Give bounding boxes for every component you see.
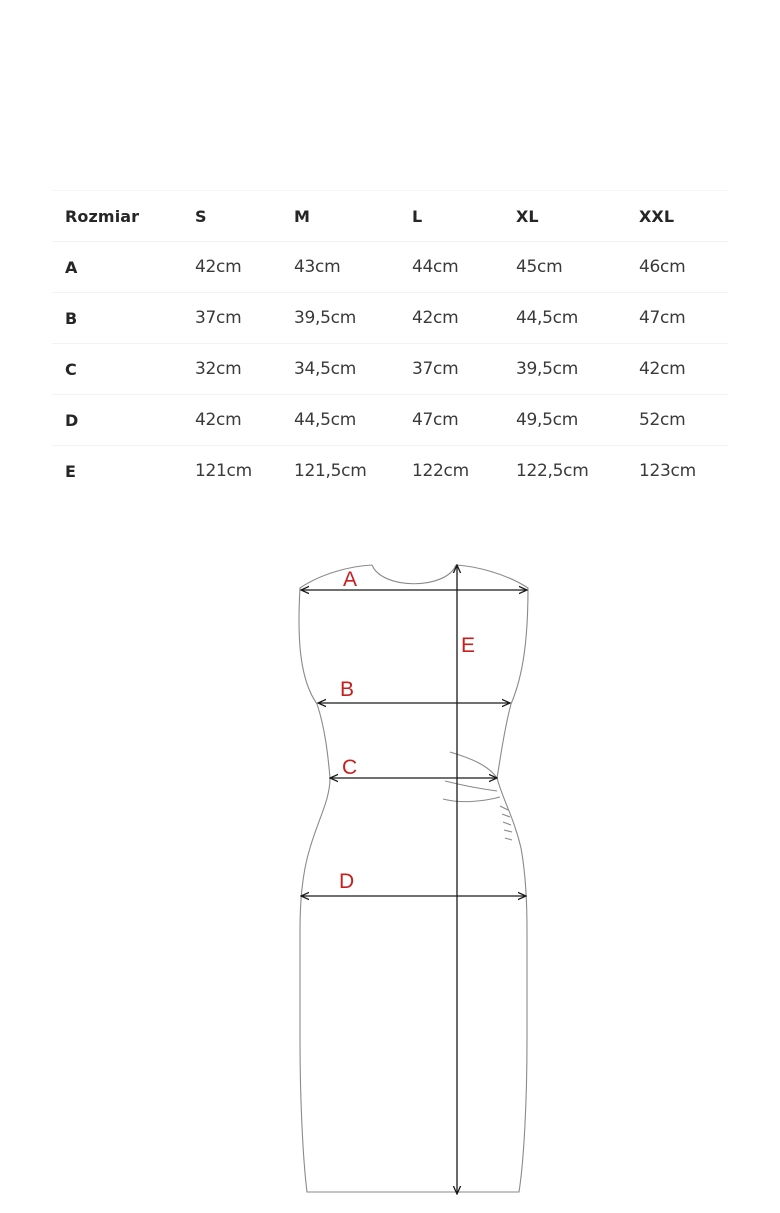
header-size-xxl: XXL [626,191,728,242]
table-cell: 39,5cm [281,293,399,344]
row-label: D [52,395,182,446]
label-a: A [343,568,358,591]
table-row [52,395,728,446]
row-label: A [52,242,182,293]
table-cell: 45cm [503,242,626,293]
table-cell: 42cm [626,344,728,395]
table-cell: 47cm [626,293,728,344]
neckline [372,565,456,584]
table-cell: 42cm [182,395,281,446]
table-cell: 39,5cm [503,344,626,395]
table-row [52,242,728,293]
table-cell: 34,5cm [281,344,399,395]
waist-drape-line [450,752,497,778]
header-size-label: Rozmiar [52,191,182,242]
label-e: E [461,634,476,657]
header-size-xl: XL [503,191,626,242]
table-cell: 46cm [626,242,728,293]
gather-marks [500,806,512,840]
table-cell: 52cm [626,395,728,446]
table-cell: 32cm [182,344,281,395]
table-cell: 43cm [281,242,399,293]
table-cell: 121cm [195,461,252,481]
table-cell: 121,5cm [294,461,367,481]
table-cell: 44cm [399,242,503,293]
label-b: B [340,678,355,701]
header-size-m: M [281,191,399,242]
table-cell: 122,5cm [516,461,589,481]
table-cell: 123cm [639,461,696,481]
label-c: C [342,756,358,779]
row-label: B [52,293,182,344]
skirt-drape-line [443,797,500,802]
table-cell: 47cm [399,395,503,446]
row-label: C [52,344,182,395]
header-size-l: L [399,191,503,242]
table-cell: 49,5cm [503,395,626,446]
row-label: E [65,461,76,481]
table-cell: 122cm [412,461,469,481]
measurement-arrows [301,565,527,1194]
table-row [52,293,728,344]
size-table [52,190,728,496]
header-size-s: S [182,191,281,242]
table-cell: 37cm [399,344,503,395]
table-cell: 42cm [399,293,503,344]
table-header-row [52,191,728,242]
table-cell: 44,5cm [503,293,626,344]
table-cell: 37cm [182,293,281,344]
table-cell: 44,5cm [281,395,399,446]
dress-outline [299,565,528,1192]
table-row [52,344,728,395]
label-d: D [339,870,355,893]
waist-drape-line-2 [445,781,497,791]
dress-silhouette [299,565,528,1192]
table-cell: 42cm [182,242,281,293]
table-row [52,446,728,497]
